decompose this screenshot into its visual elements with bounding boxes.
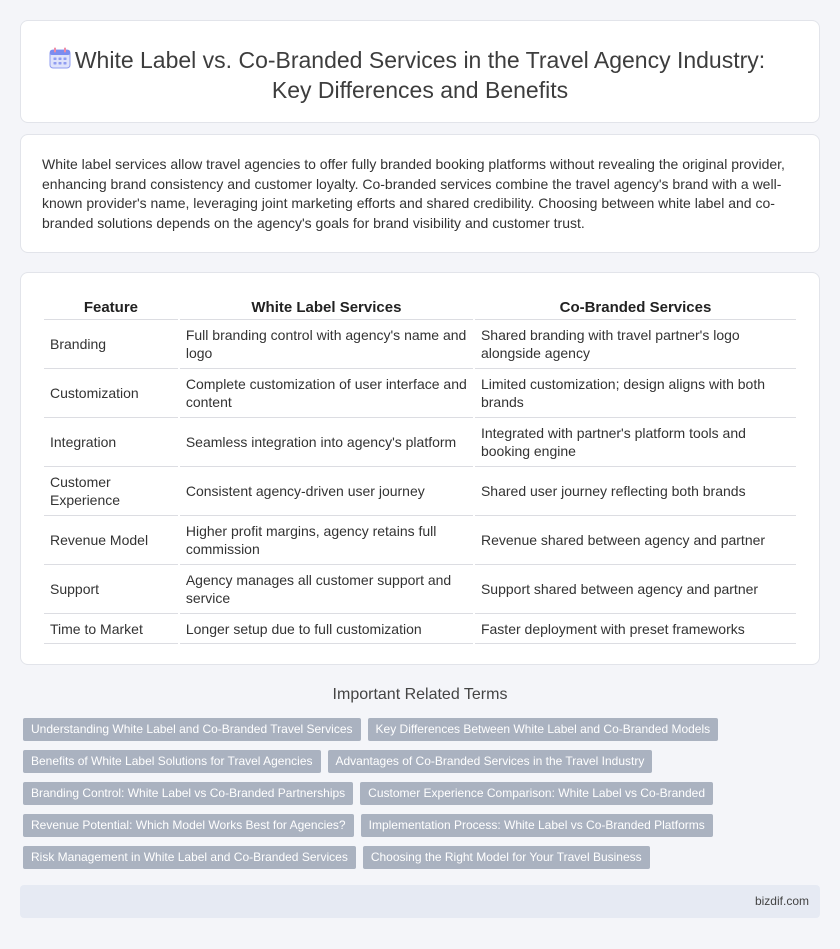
related-term-link[interactable]: Key Differences Between White Label and Co-Branded Models xyxy=(368,718,719,741)
feature-cell: Integration xyxy=(44,418,178,467)
header-co-branded: Co-Branded Services xyxy=(475,296,796,320)
table-row xyxy=(44,320,796,369)
related-term-link[interactable]: Understanding White Label and Co-Branded Travel Services xyxy=(23,718,361,741)
comparison-card xyxy=(20,272,820,665)
table-row xyxy=(44,369,796,418)
related-term-link[interactable]: Branding Control: White Label vs Co-Branded Partnerships xyxy=(23,782,353,805)
feature-cell: Branding xyxy=(44,320,178,369)
feature-cell: Support xyxy=(44,565,178,614)
feature-cell: Revenue Model xyxy=(44,516,178,565)
header-feature: Feature xyxy=(44,296,178,320)
co-branded-cell: Faster deployment with preset frameworks xyxy=(475,614,796,644)
white-label-cell: Seamless integration into agency's platform xyxy=(180,418,473,467)
related-term-link[interactable]: Revenue Potential: Which Model Works Best for Agencies? xyxy=(23,814,354,837)
related-term-link[interactable]: Implementation Process: White Label vs Co-Branded Platforms xyxy=(361,814,713,837)
related-term-link[interactable]: Choosing the Right Model for Your Travel Business xyxy=(363,846,650,869)
table-header-row xyxy=(44,296,796,320)
header-white-label: White Label Services xyxy=(180,296,473,320)
co-branded-cell: Shared user journey reflecting both brands xyxy=(475,467,796,516)
related-term-link[interactable]: Customer Experience Comparison: White Label vs Co-Branded xyxy=(360,782,713,805)
comparison-table xyxy=(42,296,798,644)
footer xyxy=(20,885,820,918)
white-label-cell: Complete customization of user interface and content xyxy=(180,369,473,418)
related-terms-title: Important Related Terms xyxy=(332,686,508,703)
co-branded-cell: Limited customization; design aligns with both brands xyxy=(475,369,796,418)
related-term-link[interactable]: Risk Management in White Label and Co-Branded Services xyxy=(23,846,356,869)
table-row xyxy=(44,565,796,614)
page-title: White Label vs. Co-Branded Services in the Travel Agency Industry: Key Differences and Benefits xyxy=(74,47,766,103)
white-label-cell: Longer setup due to full customization xyxy=(180,614,473,644)
table-row xyxy=(44,516,796,565)
co-branded-cell: Integrated with partner's platform tools and booking engine xyxy=(475,418,796,467)
white-label-cell: Full branding control with agency's name and logo xyxy=(180,320,473,369)
feature-cell: Customer Experience xyxy=(44,467,178,516)
footer-site-link[interactable]: bizdif.com xyxy=(754,894,809,908)
feature-cell: Customization xyxy=(44,369,178,418)
table-row xyxy=(44,418,796,467)
white-label-cell: Agency manages all customer support and service xyxy=(180,565,473,614)
feature-cell: Time to Market xyxy=(44,614,178,644)
table-row xyxy=(44,467,796,516)
intro-paragraph: White label services allow travel agencies to offer fully branded booking platforms without revealing the original provider, enhancing brand consistency and customer loyalty. Co-branded services combine the travel agency's brand with a well-known provider's name, leveraging joint marketing efforts and shared credibility. Choosing between white label and co-branded solutions depends on the agency's goals for brand visibility and customer trust. xyxy=(42,156,785,231)
related-term-link[interactable]: Benefits of White Label Solutions for Travel Agencies xyxy=(23,750,321,773)
co-branded-cell: Support shared between agency and partner xyxy=(475,565,796,614)
related-terms-list xyxy=(23,718,723,878)
co-branded-cell: Shared branding with travel partner's logo alongside agency xyxy=(475,320,796,369)
white-label-cell: Higher profit margins, agency retains full commission xyxy=(180,516,473,565)
intro-card xyxy=(20,134,820,253)
header-card xyxy=(20,20,820,123)
co-branded-cell: Revenue shared between agency and partner xyxy=(475,516,796,565)
white-label-cell: Consistent agency-driven user journey xyxy=(180,467,473,516)
table-row xyxy=(44,614,796,644)
related-term-link[interactable]: Advantages of Co-Branded Services in the Travel Industry xyxy=(328,750,653,773)
